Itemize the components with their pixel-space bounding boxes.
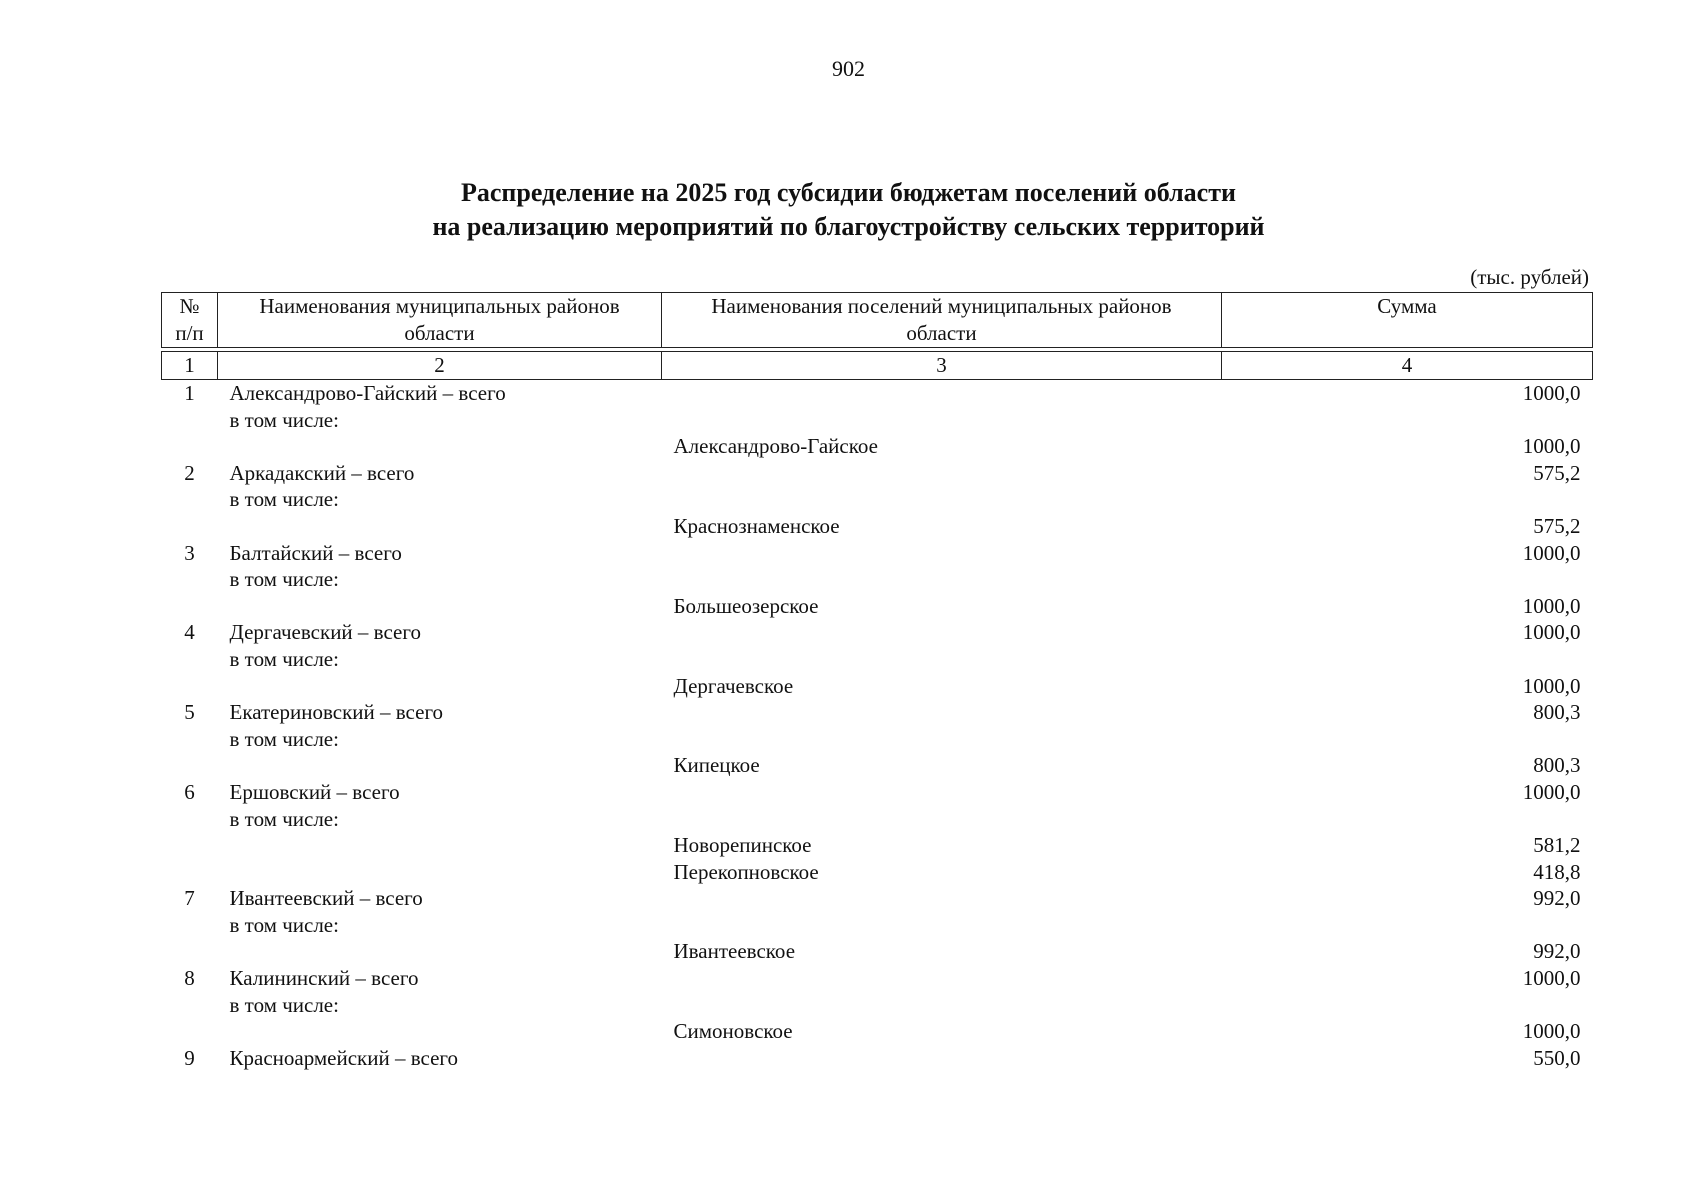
district-name: в том числе: (229, 487, 339, 512)
row-number (162, 1018, 218, 1045)
table-row (162, 407, 1593, 434)
column-number: 4 (1222, 352, 1593, 380)
subsidy-table (161, 292, 1593, 1071)
settlement-name (662, 699, 1222, 726)
settlement-name (662, 885, 1222, 912)
district-name: Красноармейский – всего (229, 1045, 459, 1070)
table-row (162, 646, 1593, 673)
district-name (218, 859, 662, 886)
amount-value: 992,0 (1533, 886, 1581, 911)
row-number (162, 566, 218, 593)
amount-value: 800,3 (1533, 700, 1581, 725)
district-name (218, 593, 662, 620)
header-settlement-line-1: Наименования поселений муниципальных районов (711, 294, 1172, 318)
row-number: 9 (184, 1045, 195, 1070)
settlement-name (662, 779, 1222, 806)
column-number: 2 (218, 352, 662, 380)
row-number (162, 752, 218, 779)
row-number (162, 912, 218, 939)
district-name: Екатериновский – всего (229, 700, 444, 725)
title-line-1: Распределение на 2025 год субсидии бюджетам поселений области (461, 178, 1236, 207)
row-number: 4 (184, 620, 195, 645)
settlement-name (662, 806, 1222, 833)
settlement-name (662, 992, 1222, 1019)
amount-value (1222, 726, 1593, 753)
table-row (162, 912, 1593, 939)
amount-value: 1000,0 (1522, 1019, 1581, 1044)
amount-value (1222, 992, 1593, 1019)
amount-value: 1000,0 (1522, 434, 1581, 459)
table-row (162, 859, 1593, 886)
row-number: 8 (184, 966, 195, 991)
row-number: 3 (184, 540, 195, 565)
row-number (162, 646, 218, 673)
header-number-line-2: п/п (175, 321, 204, 345)
settlement-name (662, 619, 1222, 646)
district-name (218, 938, 662, 965)
amount-value: 1000,0 (1522, 620, 1581, 645)
district-name: в том числе: (229, 407, 339, 432)
table-row (162, 779, 1593, 806)
table-row (162, 699, 1593, 726)
row-number: 6 (184, 779, 195, 804)
table-row (162, 832, 1593, 859)
district-name: Ершовский – всего (229, 779, 400, 804)
amount-value (1222, 646, 1593, 673)
amount-value: 992,0 (1533, 939, 1581, 964)
table-body (162, 380, 1593, 1072)
settlement-name (662, 726, 1222, 753)
table-row (162, 806, 1593, 833)
table-row (162, 726, 1593, 753)
amount-value: 575,2 (1533, 460, 1581, 485)
document-title (0, 176, 1697, 244)
column-numbers-row (162, 352, 1593, 380)
settlement-name (662, 646, 1222, 673)
row-number (162, 726, 218, 753)
row-number (162, 859, 218, 886)
table-row (162, 566, 1593, 593)
district-name (218, 673, 662, 700)
row-number (162, 673, 218, 700)
settlement-name (662, 965, 1222, 992)
table-row (162, 593, 1593, 620)
settlement-name: Симоновское (673, 1019, 793, 1044)
row-number: 7 (184, 886, 195, 911)
row-number (162, 407, 218, 434)
column-number: 3 (662, 352, 1222, 380)
row-number (162, 486, 218, 513)
table-row (162, 992, 1593, 1019)
header-row (162, 293, 1593, 348)
amount-value: 1000,0 (1522, 381, 1581, 405)
row-number: 1 (184, 381, 195, 405)
district-name: в том числе: (229, 726, 339, 751)
title-line-2: на реализацию мероприятий по благоустройству сельских территорий (432, 212, 1265, 241)
header-district-line-1: Наименования муниципальных районов (259, 294, 620, 318)
settlement-name (662, 407, 1222, 434)
amount-value: 418,8 (1533, 859, 1581, 884)
amount-value: 581,2 (1533, 833, 1581, 858)
table-row (162, 619, 1593, 646)
settlement-name: Ивантеевское (673, 939, 796, 964)
row-number: 2 (184, 460, 195, 485)
district-name: Дергачевский – всего (229, 620, 421, 645)
header-district (218, 293, 662, 348)
district-name: в том числе: (229, 806, 339, 831)
settlement-name (662, 1045, 1222, 1072)
row-number (162, 992, 218, 1019)
row-number (162, 806, 218, 833)
amount-value: 800,3 (1533, 753, 1581, 778)
amount-value: 1000,0 (1522, 673, 1581, 698)
settlement-name (662, 486, 1222, 513)
table-row (162, 486, 1593, 513)
page-number: 902 (832, 56, 865, 81)
row-number (162, 832, 218, 859)
district-name (218, 832, 662, 859)
amount-value: 1000,0 (1522, 966, 1581, 991)
settlement-name: Перекопновское (673, 859, 819, 884)
column-number: 1 (162, 352, 218, 380)
district-name: Аркадакский – всего (229, 460, 415, 485)
table-row (162, 673, 1593, 700)
amount-value (1222, 806, 1593, 833)
settlement-name (662, 460, 1222, 487)
table-row (162, 433, 1593, 460)
header-number (162, 293, 218, 348)
row-number: 5 (184, 700, 195, 725)
settlement-name: Большеозерское (673, 593, 819, 618)
table-row (162, 1045, 1593, 1072)
header-number-line-1: № (179, 294, 200, 318)
amount-value: 1000,0 (1522, 593, 1581, 618)
district-name: в том числе: (229, 567, 339, 592)
row-number (162, 433, 218, 460)
settlement-name: Кипецкое (673, 753, 760, 778)
district-name (218, 752, 662, 779)
district-name: Александрово-Гайский – всего (229, 381, 506, 405)
table-row (162, 380, 1593, 407)
settlement-name (662, 540, 1222, 567)
amount-value: 550,0 (1533, 1045, 1581, 1070)
row-number (162, 513, 218, 540)
table-row (162, 938, 1593, 965)
amount-value (1222, 566, 1593, 593)
header-settlement-line-2: области (906, 321, 977, 345)
district-name (218, 513, 662, 540)
table-row (162, 513, 1593, 540)
header-district-line-2: области (404, 321, 475, 345)
amount-value (1222, 486, 1593, 513)
settlement-name: Александрово-Гайское (673, 434, 878, 459)
amount-value: 1000,0 (1522, 540, 1581, 565)
district-name (218, 1018, 662, 1045)
amount-value (1222, 912, 1593, 939)
district-name: в том числе: (229, 992, 339, 1017)
district-name (218, 433, 662, 460)
unit-label: (тыс. рублей) (1470, 265, 1589, 289)
header-amount: Сумма (1222, 293, 1593, 348)
table-row (162, 540, 1593, 567)
table-row (162, 965, 1593, 992)
row-number (162, 593, 218, 620)
header-settlement (662, 293, 1222, 348)
row-number (162, 938, 218, 965)
amount-value (1222, 407, 1593, 434)
settlement-name (662, 380, 1222, 407)
settlement-name: Краснознаменское (673, 513, 840, 538)
amount-value: 1000,0 (1522, 779, 1581, 804)
settlement-name (662, 912, 1222, 939)
settlement-name: Новорепинское (673, 833, 812, 858)
table-row (162, 752, 1593, 779)
district-name: в том числе: (229, 646, 339, 671)
district-name: в том числе: (229, 912, 339, 937)
settlement-name: Дергачевское (673, 673, 794, 698)
settlement-name (662, 566, 1222, 593)
district-name: Балтайский – всего (229, 540, 402, 565)
table-row (162, 1018, 1593, 1045)
table-row (162, 460, 1593, 487)
table-row (162, 885, 1593, 912)
district-name: Калининский – всего (229, 966, 419, 991)
amount-value: 575,2 (1533, 513, 1581, 538)
district-name: Ивантеевский – всего (229, 886, 423, 911)
